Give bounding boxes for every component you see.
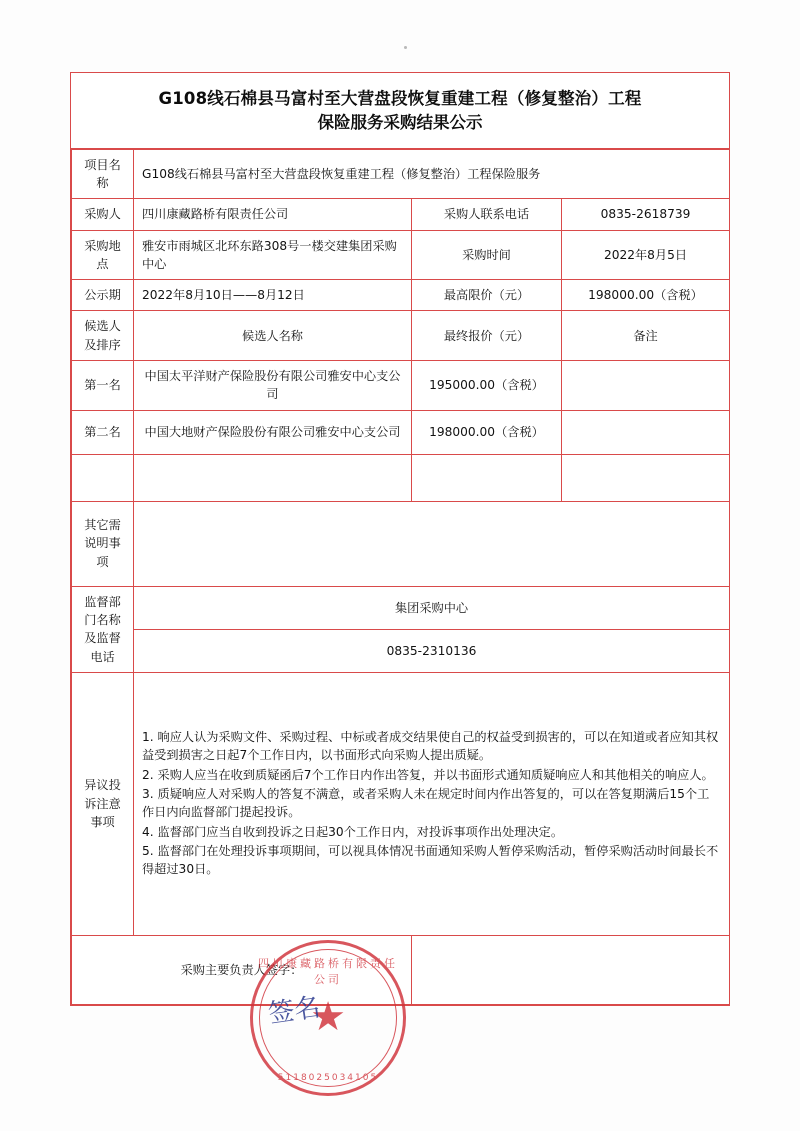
seal-bottom-text: 5118025034105 bbox=[277, 1073, 379, 1083]
objection-label: 异议投诉注意事项 bbox=[72, 672, 134, 935]
candidate-remark bbox=[562, 410, 730, 454]
remark-header: 备注 bbox=[562, 311, 730, 361]
table-row-signature bbox=[72, 935, 730, 1004]
table-row bbox=[72, 454, 730, 501]
purchaser-value: 四川康藏路桥有限责任公司 bbox=[134, 199, 412, 230]
project-name-label: 项目名称 bbox=[72, 149, 134, 199]
announcement-document bbox=[70, 72, 730, 1006]
signature-value bbox=[412, 935, 730, 1004]
table-row bbox=[72, 361, 730, 411]
supervision-label: 监督部门名称及监督电话 bbox=[72, 586, 134, 672]
table-row-purchaser bbox=[72, 199, 730, 230]
candidate-remark bbox=[562, 361, 730, 411]
publicity-label: 公示期 bbox=[72, 280, 134, 311]
supervision-phone: 0835-2310136 bbox=[134, 629, 730, 672]
purchaser-phone-label: 采购人联系电话 bbox=[412, 199, 562, 230]
document-title bbox=[71, 73, 729, 149]
candidate-name: 中国大地财产保险股份有限公司雅安中心支公司 bbox=[134, 410, 412, 454]
table-row-other-notes bbox=[72, 501, 730, 586]
publicity-value: 2022年8月10日——8月12日 bbox=[134, 280, 412, 311]
final-quote-header: 最终报价（元） bbox=[412, 311, 562, 361]
table-row-objection bbox=[72, 672, 730, 935]
candidate-name-header: 候选人名称 bbox=[134, 311, 412, 361]
supervision-department: 集团采购中心 bbox=[134, 586, 730, 629]
table-header-candidates bbox=[72, 311, 730, 361]
announcement-table bbox=[71, 149, 730, 1005]
objection-content bbox=[134, 672, 730, 935]
max-price-label: 最高限价（元） bbox=[412, 280, 562, 311]
table-row-project-name bbox=[72, 149, 730, 199]
purchase-place-value: 雅安市雨城区北环东路308号一楼交建集团采购中心 bbox=[134, 230, 412, 280]
table-row-purchase-place bbox=[72, 230, 730, 280]
other-notes-label: 其它需说明事项 bbox=[72, 501, 134, 586]
purchase-place-label: 采购地点 bbox=[72, 230, 134, 280]
candidate-rank: 第一名 bbox=[72, 361, 134, 411]
purchase-time-value: 2022年8月5日 bbox=[562, 230, 730, 280]
objection-item: 3. 质疑响应人对采购人的答复不满意，或者采购人未在规定时间内作出答复的，可以在答复期满后15个工作日内向监督部门提起投诉。 bbox=[142, 787, 710, 820]
candidate-quote: 198000.00（含税） bbox=[412, 410, 562, 454]
purchaser-phone-value: 0835-2618739 bbox=[562, 199, 730, 230]
table-row bbox=[72, 410, 730, 454]
handwritten-signature: 签名 bbox=[266, 992, 323, 1030]
title-line-2: 保险服务采购结果公示 bbox=[317, 112, 483, 132]
candidate-quote bbox=[412, 454, 562, 501]
table-row-publicity bbox=[72, 280, 730, 311]
candidate-rank bbox=[72, 454, 134, 501]
table-row-supervision-phone bbox=[72, 629, 730, 672]
project-name-value: G108线石棉县马富村至大营盘段恢复重建工程（修复整治）工程保险服务 bbox=[134, 149, 730, 199]
scan-speck bbox=[404, 46, 407, 49]
star-icon: ★ bbox=[310, 994, 346, 1041]
purchase-time-label: 采购时间 bbox=[412, 230, 562, 280]
table-row-supervision-dept bbox=[72, 586, 730, 629]
objection-item: 4. 监督部门应当自收到投诉之日起30个工作日内，对投诉事项作出处理决定。 bbox=[142, 824, 564, 839]
candidate-label: 候选人及排序 bbox=[72, 311, 134, 361]
candidate-rank: 第二名 bbox=[72, 410, 134, 454]
seal-top-text: 四川康藏路桥有限责任公司 bbox=[258, 957, 398, 986]
objection-item: 1. 响应人认为采购文件、采购过程、中标或者成交结果使自己的权益受到损害的，可以在知道或者应知其权益受到损害之日起7个工作日内，以书面形式向采购人提出质疑。 bbox=[142, 730, 719, 763]
other-notes-value bbox=[134, 501, 730, 586]
candidate-name: 中国太平洋财产保险股份有限公司雅安中心支公司 bbox=[134, 361, 412, 411]
signature-label: 采购主要负责人签字： bbox=[72, 935, 412, 1004]
candidate-quote: 195000.00（含税） bbox=[412, 361, 562, 411]
objection-item: 5. 监督部门在处理投诉事项期间，可以视具体情况书面通知采购人暂停采购活动，暂停采购活动时间最长不得超过30日。 bbox=[142, 843, 719, 877]
candidate-remark bbox=[562, 454, 730, 501]
purchaser-label: 采购人 bbox=[72, 199, 134, 230]
candidate-name bbox=[134, 454, 412, 501]
max-price-value: 198000.00（含税） bbox=[562, 280, 730, 311]
objection-item: 2. 采购人应当在收到质疑函后7个工作日内作出答复，并以书面形式通知质疑响应人和其他相关的响应人。 bbox=[142, 767, 714, 782]
title-line-1: G108线石棉县马富村至大营盘段恢复重建工程（修复整治）工程 bbox=[158, 89, 642, 108]
